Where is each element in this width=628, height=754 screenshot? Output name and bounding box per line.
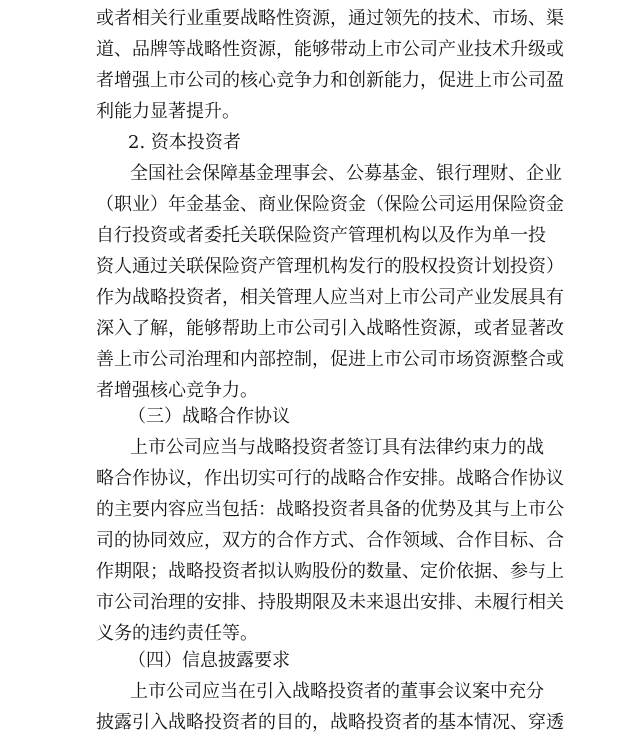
body-text-line: 略合作协议，作出切实可行的战略合作安排。战略合作协议 bbox=[96, 468, 564, 489]
body-text-line: 深入了解，能够帮助上市公司引入战略性资源，或者显著改 bbox=[96, 318, 564, 339]
body-text-line: 全国社会保障基金理事会、公募基金、银行理财、企业 bbox=[130, 163, 562, 184]
body-text-line: 或者相关行业重要战略性资源，通过领先的技术、市场、渠 bbox=[96, 8, 564, 29]
section-heading: 2. 资本投资者 bbox=[128, 132, 241, 153]
body-text-line: 上市公司应当在引入战略投资者的董事会议案中充分 bbox=[130, 681, 544, 702]
body-text-line: 道、品牌等战略性资源，能够带动上市公司产业技术升级或 bbox=[96, 39, 564, 60]
body-text-line: 作为战略投资者，相关管理人应当对上市公司产业发展具有 bbox=[96, 287, 564, 308]
section-heading: （四）信息披露要求 bbox=[128, 650, 290, 671]
body-text-line: 利能力显著提升。 bbox=[96, 101, 240, 122]
body-text-line: 资人通过关联保险资产管理机构发行的股权投资计划投资） bbox=[96, 256, 564, 277]
body-text-line: 善上市公司治理和内部控制，促进上市公司市场资源整合或 bbox=[96, 349, 564, 370]
body-text-line: 上市公司应当与战略投资者签订具有法律约束力的战 bbox=[130, 437, 544, 458]
body-text-line: 者增强上市公司的核心竞争力和创新能力，促进上市公司盈 bbox=[96, 70, 564, 91]
body-text-line: 自行投资或者委托关联保险资产管理机构以及作为单一投 bbox=[96, 225, 546, 246]
body-text-line: （职业）年金基金、商业保险资金（保险公司运用保险资金 bbox=[96, 194, 564, 215]
body-text-line: 的主要内容应当包括：战略投资者具备的优势及其与上市公 bbox=[96, 499, 564, 520]
body-text-line: 披露引入战略投资者的目的，战略投资者的基本情况、穿透 bbox=[96, 712, 564, 733]
body-text-line: 司的协同效应，双方的合作方式、合作领域、合作目标、合 bbox=[96, 530, 564, 551]
body-text-line: 者增强核心竞争力。 bbox=[96, 380, 258, 401]
section-heading: （三）战略合作协议 bbox=[128, 406, 290, 427]
body-text-line: 市公司治理的安排、持股期限及未来退出安排、未履行相关 bbox=[96, 592, 564, 613]
body-text-line: 作期限；战略投资者拟认购股份的数量、定价依据、参与上 bbox=[96, 561, 564, 582]
body-text-line: 义务的违约责任等。 bbox=[96, 623, 258, 644]
